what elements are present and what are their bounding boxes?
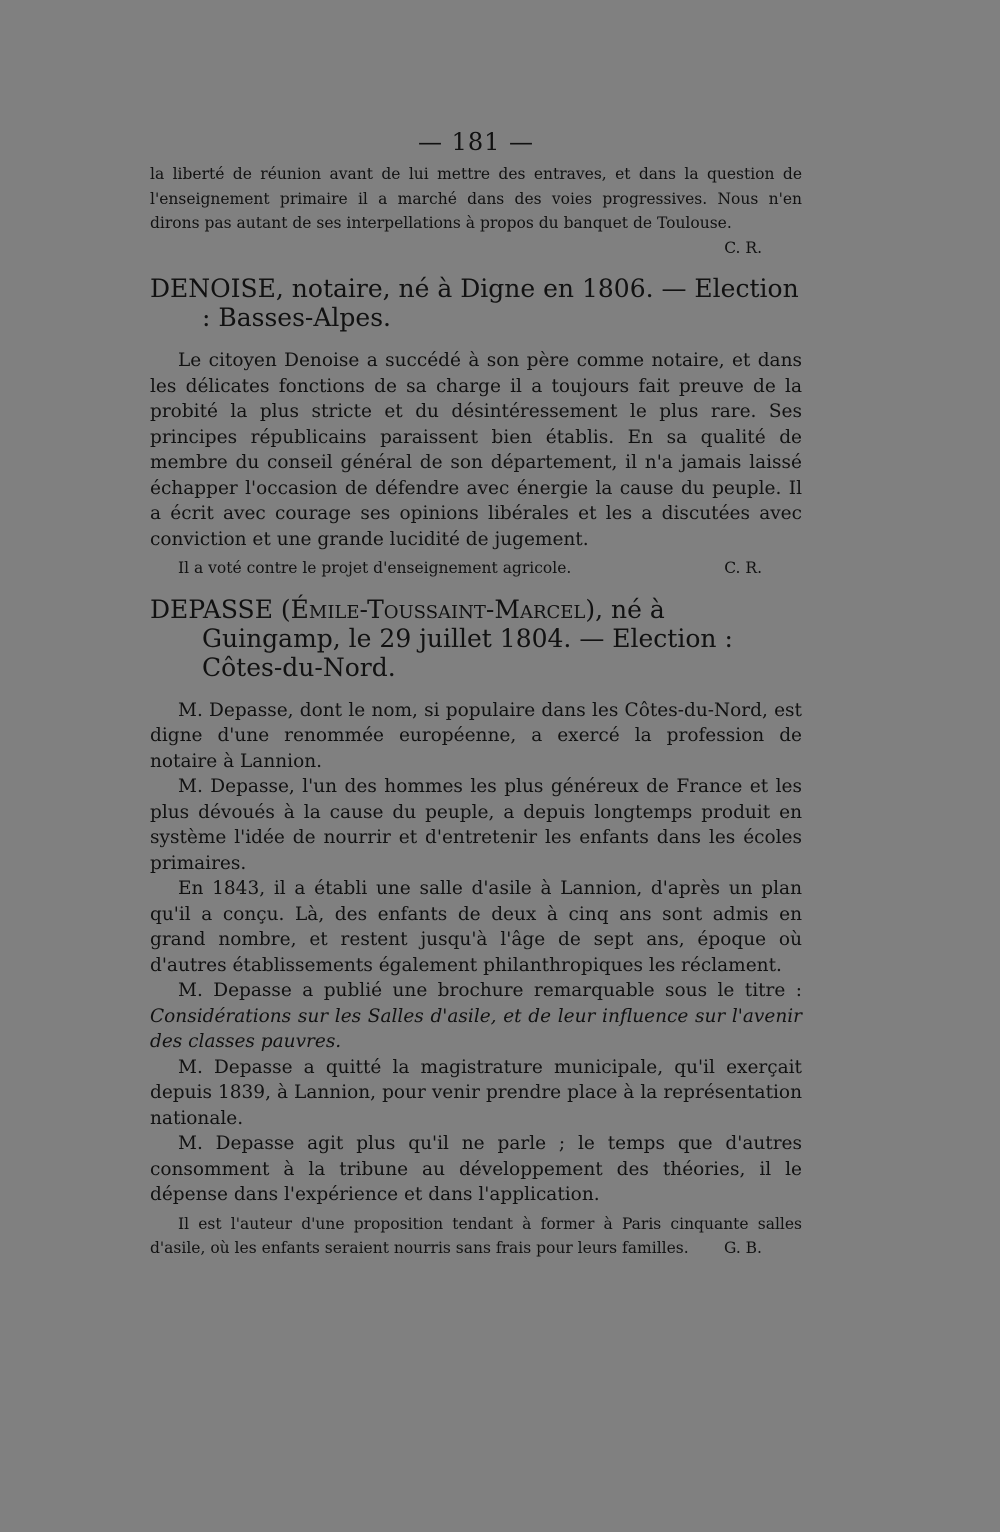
intro-text: la liberté de réunion avant de lui mettre des entraves, et dans la question de l'enseignement primaire il a marché dans des voies progressives. Nous n'en dirons pas autant de ses interpellations à propos du banquet de Toulouse. xyxy=(150,165,802,232)
depasse-paragraph-2: M. Depasse, l'un des hommes les plus généreux de France et les plus dévoués à la cause du peuple, a depuis longtemps produit en système l'idée de nourrir et d'entretenir les enfants dans les écoles primaires. xyxy=(150,776,802,874)
depasse-brochure-title: Considérations sur les Salles d'asile, et de leur influence sur l'avenir des classes pauvres. xyxy=(150,1005,802,1052)
intro-paragraph xyxy=(150,162,802,257)
depasse-proposal-text: Il est l'auteur d'une proposition tendant à former à Paris cinquante salles d'asile, où les enfants seraient nourris sans frais pour leurs familles. xyxy=(150,1214,802,1257)
depasse-paragraph-4 xyxy=(150,978,802,1055)
depasse-brochure-lead: M. Depasse a publié une brochure remarquable sous le titre : xyxy=(178,980,802,1001)
depasse-paragraph-3: En 1843, il a établi une salle d'asile à Lannion, d'après un plan qu'il a conçu. Là, des enfants de deux à cinq ans sont admis en grand nombre, et restent jusqu'à l'âge de sept ans, époque où d'autres établissements également philanthropiques les réclament. xyxy=(150,878,802,976)
denoise-body: Le citoyen Denoise a succédé à son père comme notaire, et dans les délicates fonctions de sa charge il a toujours fait preuve de la probité la plus stricte et du désintéressement le plus rare. Ses principes républicains paraissent bien établis. En sa qualité de membre du conseil général de son département, il n'a jamais laissé échapper l'occasion de défendre avec énergie la cause du peuple. Il a écrit avec courage ses opinions libérales et les a discutées avec conviction et une grande lucidité de jugement. xyxy=(150,350,802,550)
page-number: — 181 — xyxy=(417,128,535,156)
intro-signature: C. R. xyxy=(724,238,762,257)
denoise-signature: C. R. xyxy=(724,559,762,577)
denoise-vote-text: Il a voté contre le projet d'enseignement agricole. xyxy=(178,559,572,577)
depasse-paragraph-5: M. Depasse a quitté la magistrature municipale, qu'il exerçait depuis 1839, à Lannion, pour venir prendre place à la représentation nationale. xyxy=(150,1056,802,1129)
depasse-paragraph-6: M. Depasse agit plus qu'il ne parle ; le temps que d'autres consomment à la tribune au développement des théories, il le dépense dans l'expérience et dans l'application. xyxy=(150,1133,802,1205)
depasse-signature: G. B. xyxy=(723,1239,762,1257)
depasse-heading-given: (Émile-Toussaint-Marcel) xyxy=(280,594,596,624)
denoise-vote xyxy=(150,556,802,581)
entry-heading-depasse xyxy=(150,595,802,682)
depasse-heading-name: DEPASSE xyxy=(150,594,273,624)
depasse-paragraph-1: M. Depasse, dont le nom, si populaire dans les Côtes-du-Nord, est digne d'une renommée européenne, a exercé la profession de notaire à Lannion. xyxy=(150,699,802,772)
entry-heading-denoise: DENOISE, notaire, né à Digne en 1806. — Election : Basses-Alpes. xyxy=(150,274,799,332)
depasse-heading-rest: , né à Guingamp, le 29 juillet 1804. — Election : Côtes-du-Nord. xyxy=(202,594,733,682)
text-column xyxy=(150,128,802,1261)
depasse-paragraph-7 xyxy=(150,1212,802,1261)
